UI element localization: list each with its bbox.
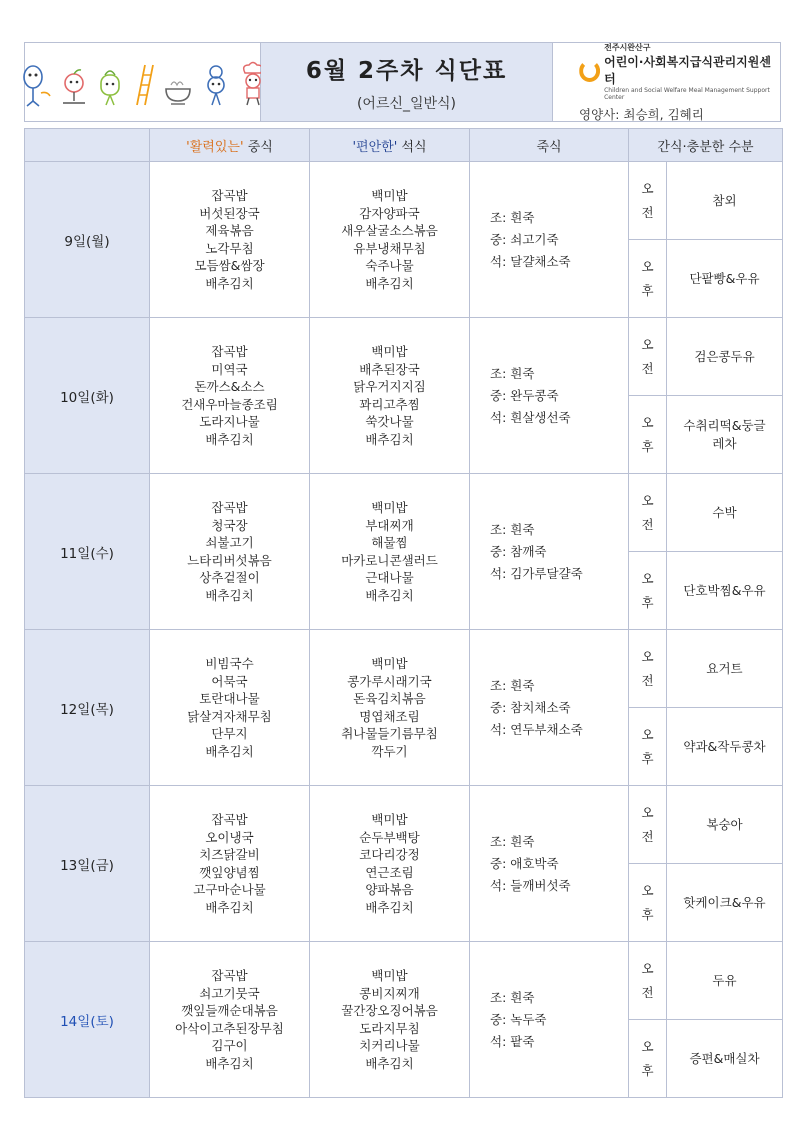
page-title: 6월 2주차 식단표: [305, 57, 508, 84]
porridge-menu-item: 석: 팥죽: [490, 1033, 535, 1049]
dinner-menu-item: 마카로니콘샐러드: [341, 552, 438, 568]
am-snack-line: 요거트: [706, 660, 743, 676]
porridge-menu: [470, 630, 629, 786]
lunch-menu-item: 깻잎들깨순대볶음: [181, 1003, 278, 1018]
am-snack: [667, 162, 783, 240]
am-label: [629, 474, 667, 552]
lunch-menu: [150, 162, 310, 318]
dinner-menu: [310, 318, 470, 474]
dinner-menu-item: 배추김치: [365, 899, 414, 915]
table-row: [25, 942, 783, 1020]
pm-label-char: 오: [641, 1038, 654, 1054]
lunch-menu-item: 치즈닭갈비: [199, 847, 260, 862]
lunch-menu-item: 잡곡밥: [211, 344, 248, 359]
dinner-menu-item: 꽈리고추찜: [359, 396, 420, 412]
dinner-menu-item: 백미밥: [371, 656, 408, 671]
porridge-menu-item: 석: 달걀채소죽: [490, 253, 571, 269]
lunch-menu: [150, 318, 310, 474]
chef-figure-icon: [201, 63, 231, 107]
lunch-menu-item: 느타리버섯볶음: [187, 552, 272, 568]
lunch-menu-item: 김구이: [211, 1038, 248, 1053]
day-label: 14일(토): [25, 942, 150, 1098]
page-subtitle: (어르신_일반식): [356, 95, 457, 112]
dinner-menu-item: 해물찜: [371, 535, 408, 550]
org-name: 어린이·사회복지급식관리지원센터: [604, 54, 771, 86]
porridge-menu: [470, 318, 629, 474]
dinner-menu-item: 치커리나물: [359, 1038, 420, 1053]
pm-label-char: 후: [641, 282, 654, 298]
pm-label: [629, 552, 667, 630]
porridge-menu-item: 중: 완두콩죽: [490, 387, 559, 403]
porridge-menu-item: 석: 들깨버섯죽: [490, 877, 571, 893]
lunch-menu-item: 미역국: [211, 361, 248, 377]
lunch-menu-item: 잡곡밥: [211, 812, 248, 827]
porridge-menu-item: 조: 흰죽: [490, 833, 535, 849]
menu-table: [24, 128, 783, 1098]
pm-label-char: 후: [641, 594, 654, 610]
pm-snack: [667, 240, 783, 318]
dinner-menu-item: 콩비지찌개: [359, 985, 420, 1001]
dinner-menu-item: 명엽채조림: [359, 708, 420, 724]
org-district: 전주시완산구: [604, 42, 651, 52]
lunch-menu-item: 도라지나물: [199, 414, 260, 429]
lunch-menu-item: 어묵국: [211, 673, 248, 689]
dinner-menu-item: 취나물들기름무침: [341, 726, 438, 741]
lunch-menu: [150, 786, 310, 942]
am-label: [629, 942, 667, 1020]
table-row: [25, 474, 783, 552]
am-label-char: 오: [641, 492, 654, 508]
pm-snack: [667, 396, 783, 474]
lunch-menu-item: 버섯된장국: [199, 205, 260, 221]
pm-label-char: 오: [641, 726, 654, 742]
pm-snack: [667, 1020, 783, 1098]
ladder-figure-icon: [131, 63, 155, 107]
lunch-menu: [150, 942, 310, 1098]
am-snack-line: 복숭아: [706, 816, 743, 832]
pm-snack-line: 약과&작두콩차: [683, 738, 766, 754]
lunch-menu-item: 잡곡밥: [211, 188, 248, 203]
porridge-menu-item: 중: 참치채소죽: [490, 699, 571, 715]
pm-snack: [667, 552, 783, 630]
table-header-row: [25, 129, 783, 162]
porridge-menu-item: 석: 연두부채소죽: [490, 721, 583, 737]
porridge-menu-item: 조: 흰죽: [490, 365, 535, 381]
am-snack-line: 검은콩두유: [694, 348, 755, 364]
pm-snack-line: 단호박찜&우유: [683, 582, 766, 598]
table-row: [25, 630, 783, 708]
header-day: [25, 129, 150, 162]
pm-label-char: 오: [641, 570, 654, 586]
lunch-menu-item: 배추김치: [205, 743, 254, 759]
dinner-menu-item: 연근조림: [365, 864, 414, 880]
lunch-menu-item: 잡곡밥: [211, 968, 248, 983]
pm-label: [629, 240, 667, 318]
dinner-menu-item: 백미밥: [371, 188, 408, 203]
dinner-menu-item: 감자양파국: [359, 205, 420, 221]
dinner-menu-item: 백미밥: [371, 344, 408, 359]
dinner-menu-item: 콩가루시래기국: [347, 673, 432, 689]
lunch-menu-item: 쇠고기뭇국: [199, 985, 260, 1001]
dinner-menu-item: 백미밥: [371, 812, 408, 827]
porridge-menu-item: 조: 흰죽: [490, 209, 535, 225]
lunch-menu-item: 청국장: [211, 517, 248, 533]
dinner-menu-item: 배추김치: [365, 275, 414, 291]
dinner-menu-item: 순두부백탕: [359, 829, 420, 845]
am-label-char: 오: [641, 648, 654, 664]
vegetable-figure-icon: [97, 67, 123, 107]
lunch-menu-item: 비빔국수: [205, 656, 254, 671]
pm-snack-line: 레차: [712, 435, 737, 451]
page-header: [24, 42, 781, 122]
am-snack: [667, 474, 783, 552]
lunch-menu-item: 제육볶음: [205, 223, 254, 238]
pm-snack-line: 수취리떡&둥글: [683, 417, 766, 433]
porridge-menu-item: 석: 김가루달걀죽: [490, 565, 583, 581]
am-label-char: 오: [641, 180, 654, 196]
cook-figure-icon: [19, 63, 51, 107]
porridge-menu-item: 중: 쇠고기죽: [490, 231, 559, 247]
lunch-menu-item: 고구마순나물: [193, 882, 266, 897]
header-dinner: '편안한' 석식: [310, 129, 470, 162]
lunch-menu-item: 모듬쌈&쌈장: [194, 258, 265, 273]
porridge-menu-item: 중: 참깨죽: [490, 543, 547, 559]
dinner-menu-item: 새우살굴소스볶음: [341, 223, 438, 238]
dinner-menu-item: 숙주나물: [365, 258, 414, 273]
am-snack: [667, 942, 783, 1020]
porridge-menu-item: 중: 녹두죽: [490, 1011, 547, 1027]
lunch-menu: [150, 630, 310, 786]
dinner-menu: [310, 474, 470, 630]
day-label: 13일(금): [25, 786, 150, 942]
dinner-menu-item: 돈육김치볶음: [353, 691, 426, 706]
lunch-menu-item: 아삭이고추된장무침: [175, 1020, 284, 1036]
lunch-menu-item: 노각무침: [205, 240, 254, 256]
pm-label-char: 오: [641, 258, 654, 274]
porridge-menu: [470, 786, 629, 942]
am-snack: [667, 786, 783, 864]
header-porridge: 죽식: [470, 129, 629, 162]
dinner-menu-item: 배추김치: [365, 431, 414, 447]
porridge-menu: [470, 162, 629, 318]
dinner-menu-item: 백미밥: [371, 500, 408, 515]
lunch-menu-item: 오이냉국: [205, 829, 254, 845]
pm-label: [629, 396, 667, 474]
day-label: 10일(화): [25, 318, 150, 474]
lunch-menu-item: 단무지: [211, 726, 248, 741]
pm-snack-line: 증편&매실차: [689, 1050, 760, 1066]
lunch-menu-item: 깻잎양념찜: [199, 864, 260, 880]
pm-label: [629, 864, 667, 942]
porridge-menu-item: 중: 애호박죽: [490, 855, 559, 871]
lunch-menu-item: 건새우마늘종조림: [181, 396, 278, 412]
pm-snack: [667, 864, 783, 942]
am-snack-line: 두유: [712, 972, 737, 988]
lunch-menu-item: 배추김치: [205, 587, 254, 603]
am-label-char: 오: [641, 804, 654, 820]
lunch-menu-item: 배추김치: [205, 431, 254, 447]
header-snack: 간식·충분한 수분: [629, 129, 783, 162]
lunch-menu: [150, 474, 310, 630]
day-label: 12일(목): [25, 630, 150, 786]
lunch-menu-item: 쇠불고기: [205, 535, 254, 550]
dinner-menu-item: 꿀간장오징어볶음: [341, 1003, 438, 1018]
dinner-menu-item: 쑥갓나물: [365, 414, 414, 429]
dinner-menu: [310, 630, 470, 786]
pm-label: [629, 708, 667, 786]
am-label-char: 전: [641, 984, 654, 1000]
dinner-menu-item: 닭우거지지짐: [353, 379, 426, 394]
pm-label-char: 후: [641, 438, 654, 454]
am-label-char: 전: [641, 204, 654, 220]
lunch-menu-item: 돈까스&소스: [194, 379, 265, 394]
dinner-menu-item: 백미밥: [371, 968, 408, 983]
porridge-menu: [470, 942, 629, 1098]
lunch-menu-item: 잡곡밥: [211, 500, 248, 515]
porridge-menu: [470, 474, 629, 630]
pm-label-char: 후: [641, 750, 654, 766]
pm-snack-line: 단팥빵&우유: [689, 270, 760, 286]
lunch-menu-item: 상추겉절이: [199, 570, 260, 585]
table-row: [25, 318, 783, 396]
org-english-name: Children and Social Welfare Meal Management Support Center: [604, 86, 770, 101]
table-row: [25, 162, 783, 240]
nutritionist-names: 영양사: 최승희, 김혜리: [579, 106, 704, 122]
am-label-char: 전: [641, 672, 654, 688]
porridge-menu-item: 조: 흰죽: [490, 677, 535, 693]
dinner-menu: [310, 942, 470, 1098]
title-block: [261, 43, 553, 121]
pm-label-char: 오: [641, 414, 654, 430]
lunch-menu-item: 토란대나물: [199, 691, 260, 706]
lunch-menu-item: 배추김치: [205, 1055, 254, 1071]
header-lunch: '활력있는' 중식: [150, 129, 310, 162]
pm-label-char: 오: [641, 882, 654, 898]
am-snack-line: 수박: [712, 504, 737, 520]
dinner-menu-item: 깍두기: [371, 743, 408, 759]
pm-label-char: 후: [641, 906, 654, 922]
pm-snack: [667, 708, 783, 786]
fruit-figure-icon: [59, 67, 89, 107]
dinner-menu: [310, 786, 470, 942]
day-label: 11일(수): [25, 474, 150, 630]
dinner-menu-item: 근대나물: [365, 570, 414, 585]
am-label-char: 전: [641, 516, 654, 532]
mascot-figures: [25, 43, 261, 121]
table-row: [25, 786, 783, 864]
smile-logo-icon: [579, 60, 600, 82]
pm-snack-line: 핫케이크&우유: [683, 894, 766, 910]
am-label-char: 오: [641, 960, 654, 976]
dinner-menu-item: 부대찌개: [365, 517, 414, 533]
dinner-menu-item: 배추김치: [365, 587, 414, 603]
am-snack: [667, 318, 783, 396]
dinner-menu-item: 배추김치: [365, 1055, 414, 1071]
organization-block: [553, 43, 780, 121]
am-label-char: 전: [641, 360, 654, 376]
am-label-char: 전: [641, 828, 654, 844]
porridge-menu-item: 조: 흰죽: [490, 989, 535, 1005]
lunch-menu-item: 배추김치: [205, 899, 254, 915]
dinner-menu-item: 양파볶음: [365, 882, 414, 897]
day-label: 9일(월): [25, 162, 150, 318]
lunch-menu-item: 닭살겨자채무침: [187, 708, 272, 724]
am-label: [629, 630, 667, 708]
lunch-menu-item: 배추김치: [205, 275, 254, 291]
am-label-char: 오: [641, 336, 654, 352]
dinner-menu-item: 배추된장국: [359, 361, 420, 377]
am-label: [629, 786, 667, 864]
pm-label-char: 후: [641, 1062, 654, 1078]
am-snack: [667, 630, 783, 708]
bowl-figure-icon: [163, 71, 193, 107]
dinner-menu-item: 도라지무침: [359, 1020, 420, 1036]
dinner-menu: [310, 162, 470, 318]
am-label: [629, 318, 667, 396]
porridge-menu-item: 석: 흰살생선죽: [490, 409, 571, 425]
dinner-menu-item: 코다리강정: [359, 847, 420, 862]
porridge-menu-item: 조: 흰죽: [490, 521, 535, 537]
pm-label: [629, 1020, 667, 1098]
dinner-menu-item: 유부냉채무침: [353, 240, 426, 256]
am-label: [629, 162, 667, 240]
am-snack-line: 참외: [712, 192, 737, 208]
